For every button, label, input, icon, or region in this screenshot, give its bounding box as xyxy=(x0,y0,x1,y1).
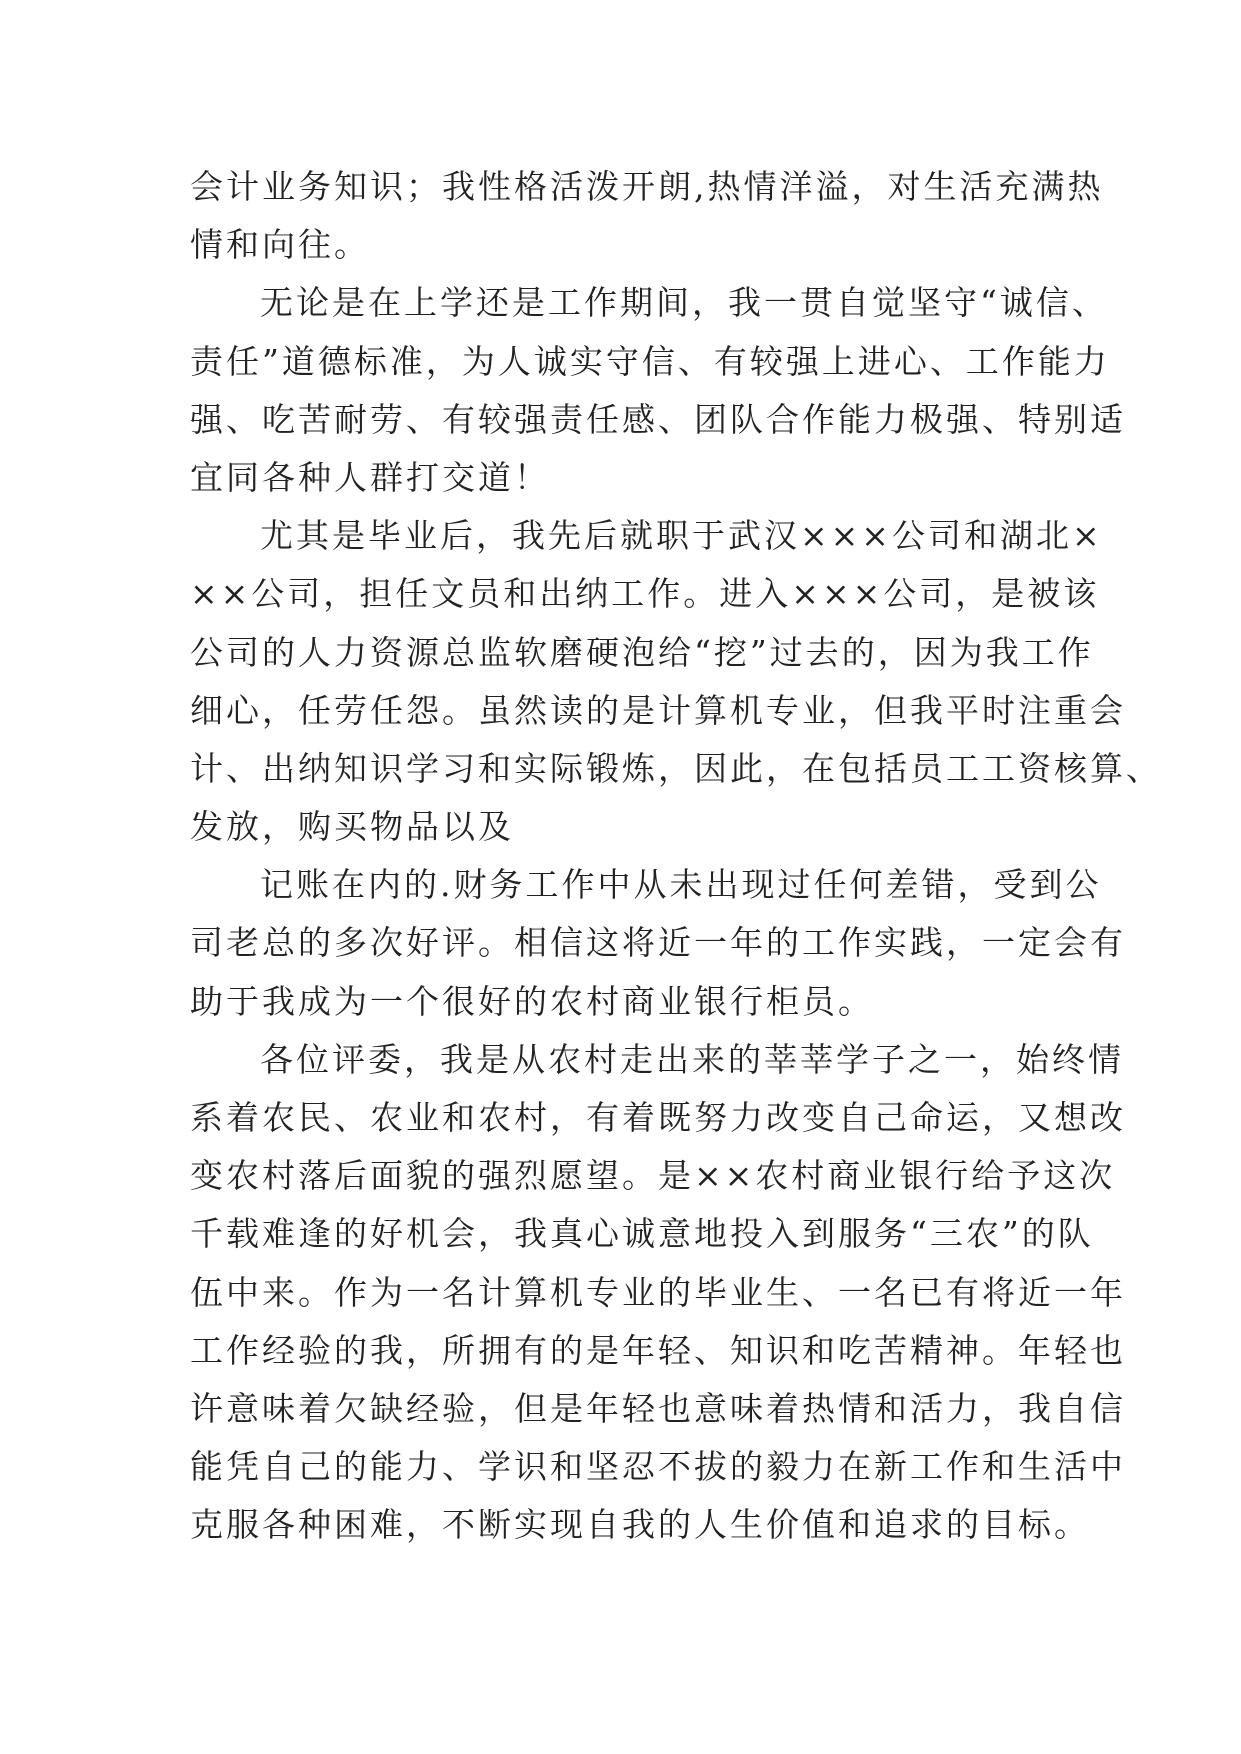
text-line: 助于我成为一个很好的农村商业银行柜员。 xyxy=(190,981,874,1021)
text-line: 克服各种困难，不断实现自我的人生价值和追求的目标。 xyxy=(190,1505,1090,1545)
paragraph-start-line: 无论是在上学还是工作期间，我一贯自觉坚守“诚信、 xyxy=(260,283,1108,323)
text-line: 宜同各种人群打交道！ xyxy=(190,457,550,497)
text-line: 司老总的多次好评。相信这将近一年的工作实践，一定会有 xyxy=(190,923,1126,963)
text-line: 发放，购买物品以及 xyxy=(190,807,514,847)
body-text xyxy=(190,158,1162,1555)
text-line: 情和向往。 xyxy=(190,225,370,265)
text-line: 能凭自己的能力、学识和坚忍不拔的毅力在新工作和生活中 xyxy=(190,1447,1126,1487)
text-line: 强、吃苦耐劳、有较强责任感、团队合作能力极强、特别适 xyxy=(190,399,1126,439)
text-line: 工作经验的我，所拥有的是年轻、知识和吃苦精神。年轻也 xyxy=(190,1330,1126,1370)
text-line: 计、出纳知识学习和实际锻炼，因此，在包括员工工资核算、 xyxy=(190,748,1162,788)
paragraph-start-line: 记账在内的.财务工作中从未出现过任何差错，受到公 xyxy=(260,865,1102,905)
text-line: 伍中来。作为一名计算机专业的毕业生、一名已有将近一年 xyxy=(190,1272,1126,1312)
paragraph-start-line: 尤其是毕业后，我先后就职于武汉×××公司和湖北× xyxy=(260,516,1103,556)
text-line: 责任”道德标准，为人诚实守信、有较强上进心、工作能力 xyxy=(190,341,1110,381)
text-line: 系着农民、农业和农村，有着既努力改变自己命运，又想改 xyxy=(190,1098,1126,1137)
text-line: 公司的人力资源总监软磨硬泡给“挖”过去的，因为我工作 xyxy=(190,632,1094,672)
text-line: ××公司，担任文员和出纳工作。进入×××公司，是被该 xyxy=(190,574,1100,614)
text-line: 千载难逢的好机会，我真心诚意地投入到服务“三农”的队 xyxy=(190,1214,1094,1254)
paragraph-start-line: 各位评委，我是从农村走出来的莘莘学子之一，始终情 xyxy=(260,1039,1124,1079)
text-line: 变农村落后面貌的强烈愿望。是××农村商业银行给予这次 xyxy=(190,1156,1116,1196)
text-line: 会计业务知识；我性格活泼开朗,热情洋溢，对生活充满热 xyxy=(190,167,1104,206)
text-line: 细心，任劳任怨。虽然读的是计算机专业，但我平时注重会 xyxy=(190,690,1126,730)
text-line: 许意味着欠缺经验，但是年轻也意味着热情和活力，我自信 xyxy=(190,1388,1126,1428)
